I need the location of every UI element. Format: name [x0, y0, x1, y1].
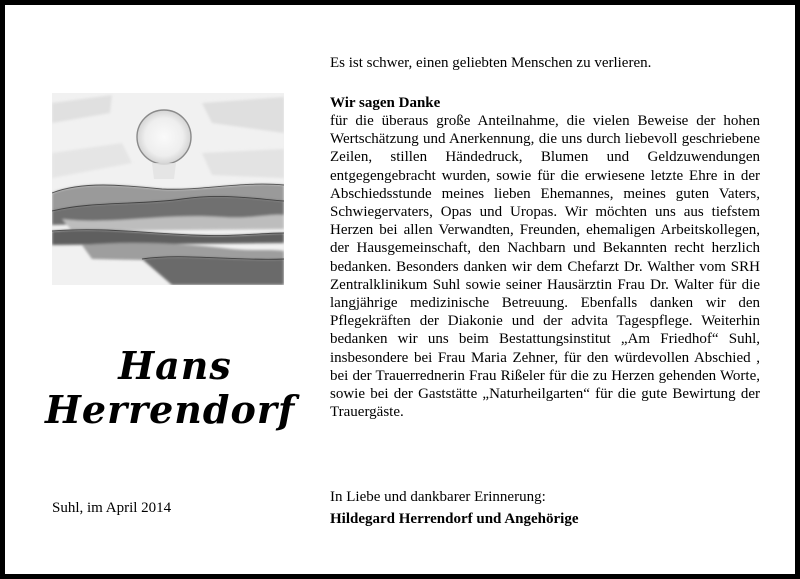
deceased-last-name: Herrendorf [45, 387, 296, 432]
moon [137, 110, 191, 164]
moon-landscape-illustration [52, 93, 284, 285]
intro-line: Es ist schwer, einen geliebten Menschen zu verlieren. [330, 55, 652, 71]
closing-line: In Liebe und dankbarer Erinnerung: [330, 489, 546, 505]
thanks-paragraph: für die überaus große Anteilnahme, die vielen Beweise der hohen Wertschätzung und Anerkennung, die uns durch liebevoll geschriebene Zeilen, stillen Händedruck, Blumen und Geldzuwendungen entgegengebracht wurden, sowie für die erwiesene letzte Ehre in der Abschiedsstunde meines lieben Ehemannes, meines guten Vaters, Schwiegervaters, Opas und Uropas. Wir möchten uns aus tiefstem Herzen bei allen Verwandten, Freunden, ehemaligen Arbeitskollegen, der Hausgemeinschaft, den Nachbarn und Bekannten recht herzlich bedanken. Besonders danken wir dem Chefarzt Dr. Walther vom SRH Zentralklinikum Suhl sowie seiner Hausärztin Frau Dr. Walter für die langjährige medizinische Betreuung. Ebenfalls danken wir den Pflegekräften der Diakonie und der advita Tagespflege. Weiterhin bedanken wir uns beim Bestattungsinstitut „Am Friedhof“ Suhl, insbesondere bei Frau Maria Zehner, für den würdevollen Abschied , bei der Trauerrednerin Frau Rißeler für die zu Herzen gehenden Worte, sowie bei der Gaststätte „Naturheilgarten“ für die gute Bewirtung der Trauergäste. [330, 113, 760, 421]
place-date: Suhl, im April 2014 [52, 500, 172, 516]
signature-line: Hildegard Herrendorf und Angehörige [330, 511, 579, 527]
thanks-heading: Wir sagen Danke [330, 95, 441, 111]
thank-you-text [330, 54, 760, 421]
deceased-first-name: Hans [118, 343, 232, 388]
moon-reflection [152, 163, 176, 179]
